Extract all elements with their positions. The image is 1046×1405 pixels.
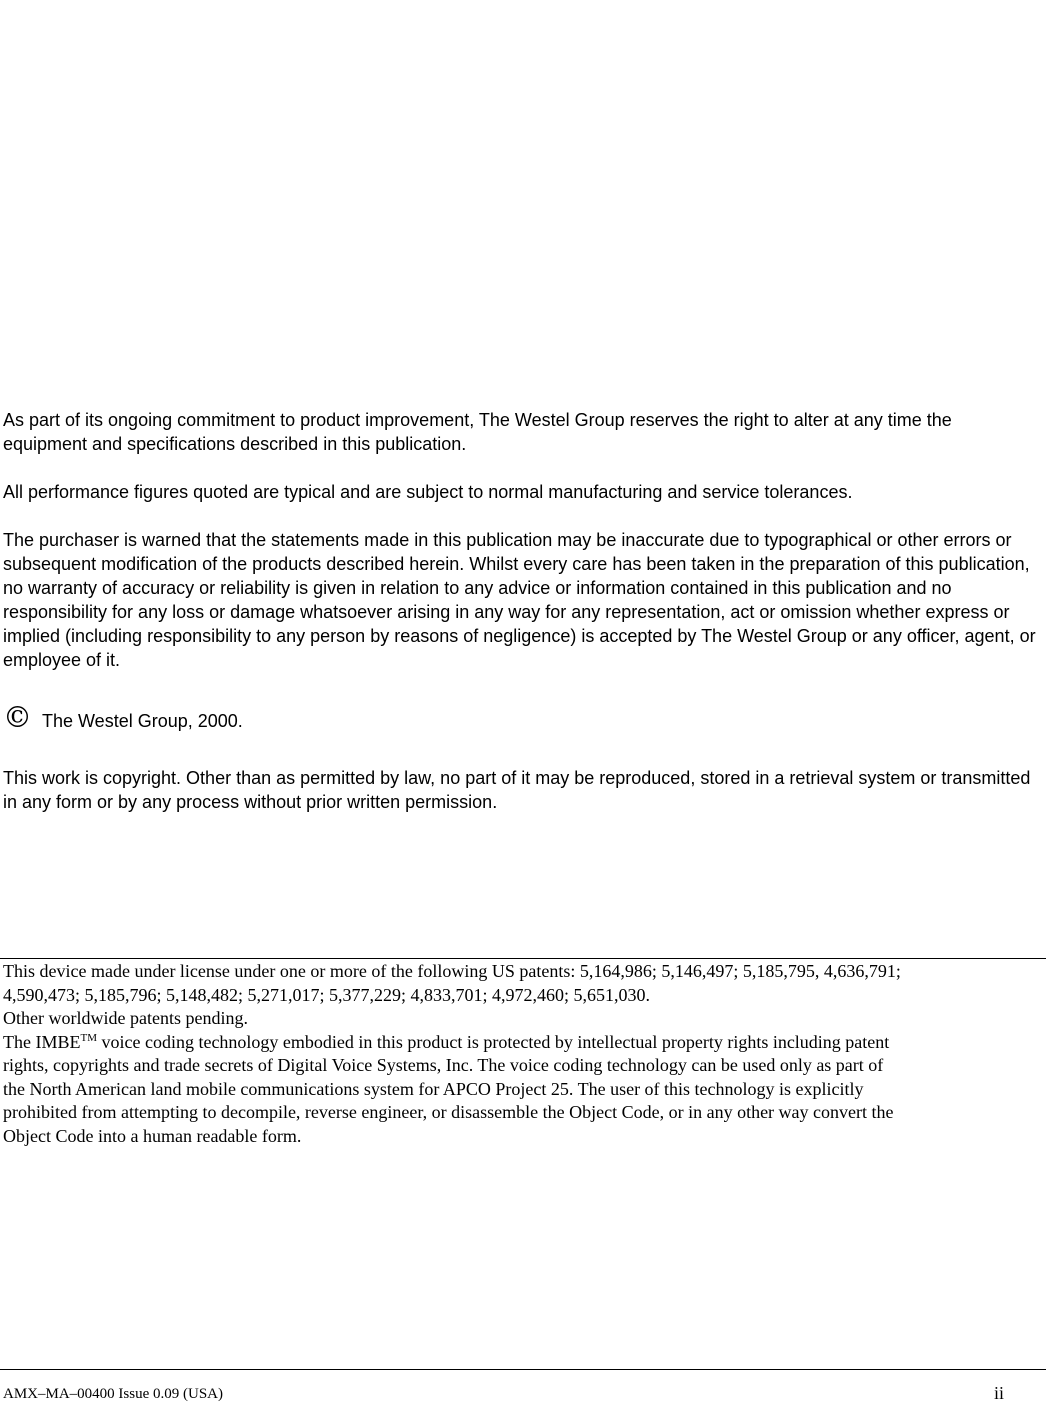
footer-document-number: AMX–MA–00400 Issue 0.09 (USA)	[3, 1386, 223, 1402]
patent-section-divider	[0, 958, 1046, 959]
patent-line: prohibited from attempting to decompile, reverse engineer, or disassemble the Object Code, or in any other way convert the	[3, 1102, 894, 1122]
patent-line: Object Code into a human readable form.	[3, 1125, 302, 1146]
patent-line: 4,590,473; 5,185,796; 5,148,482; 5,271,017; 5,377,229; 4,833,701; 4,972,460; 5,651,030.	[3, 984, 651, 1005]
trademark-superscript: TM	[80, 1031, 97, 1044]
disclaimer-paragraph: The purchaser is warned that the statements made in this publication may be inaccurate due to typographical or other errors or subsequent modification of the products described herein. Whilst every care has been taken in the preparation of this publication, no warranty of accuracy or reliability is given in relation to any advice or information contained in this publication and no responsibility for any loss or damage whatsoever arising in any way for any representation, act or omission whether express or implied (including responsibility to any person by reasons of negligence) is accepted by The Westel Group or any officer, agent, or employee of it.	[3, 530, 1036, 670]
imbe-notice-line	[3, 1031, 1046, 1055]
patent-line: This device made under license under one or more of the following US patents: 5,164,986; 5,146,497; 5,185,795, 4,636,791;	[3, 961, 901, 981]
copyright-icon: ©	[3, 700, 32, 734]
patent-notice	[3, 960, 1046, 1148]
patent-line: rights, copyrights and trade secrets of Digital Voice Systems, Inc. The voice coding technology can be used only as part of	[3, 1055, 884, 1075]
copyright-holder-text: The Westel Group, 2000.	[42, 711, 243, 731]
copyright-terms-paragraph: This work is copyright. Other than as permitted by law, no part of it may be reproduced, stored in a retrieval system or transmitted in any form or by any process without prior written permission.	[3, 768, 1031, 812]
performance-figures-paragraph: All performance figures quoted are typical and are subject to normal manufacturing and service tolerances.	[3, 482, 853, 502]
imbe-rest: voice coding technology embodied in this product is protected by intellectual property rights including patent	[96, 1031, 890, 1052]
patent-line: the North American land mobile communications system for APCO Project 25. The user of this technology is explicitly	[3, 1078, 864, 1099]
imbe-prefix: The IMBE	[3, 1031, 81, 1052]
copyright-notice	[3, 702, 1038, 733]
footer-divider	[0, 1369, 1046, 1370]
footer-page-number: ii	[994, 1383, 1005, 1403]
patent-line: Other worldwide patents pending.	[3, 1008, 248, 1028]
improvement-notice-paragraph: As part of its ongoing commitment to product improvement, The Westel Group reserves the right to alter at any time the equipment and specifications described in this publication.	[3, 410, 952, 454]
